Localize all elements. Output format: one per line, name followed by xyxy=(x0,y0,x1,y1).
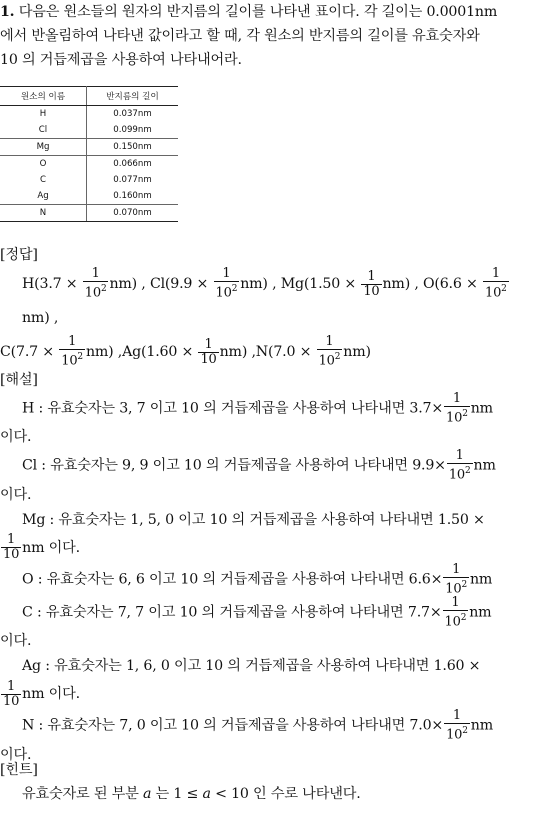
explanation-entry-n: N : 유효숫자는 7, 0 이고 10 의 거듭제곱을 사용하여 나타내면 7.0× $\frac{1}{10^2}$ nm xyxy=(22,708,493,743)
explanation-label: [해설] xyxy=(0,372,38,388)
fraction: $\frac{1}{10^2}$ xyxy=(485,266,507,301)
table-cell-element: Cl xyxy=(0,122,87,139)
fraction: $\frac{1}{10^2}$ xyxy=(84,266,107,301)
fraction: $\frac{1}{10^2}$ xyxy=(318,334,341,369)
table-row xyxy=(0,188,178,205)
table-cell-radius: 0.066nm xyxy=(87,156,179,173)
table-row xyxy=(0,205,178,222)
table-cell-radius: 0.077nm xyxy=(113,175,152,185)
table-cell-element: H xyxy=(0,106,87,123)
explanation-cont: $\frac{1}{10}$ nm 이다. xyxy=(3,678,80,709)
problem-line-1: 다음은 원소들의 원자의 반지름의 길이를 나타낸 표이다. 각 길이는 0.0001nm xyxy=(18,4,498,20)
hint-section xyxy=(0,758,535,806)
table-row xyxy=(0,156,178,173)
table-cell-radius: 0.150nm xyxy=(87,139,179,156)
hint-label: [힌트] xyxy=(0,762,38,778)
answer-section xyxy=(0,243,535,369)
answer-line-1 xyxy=(0,267,535,335)
explanation-section xyxy=(0,368,535,767)
fraction: $\frac{1}{10}$ xyxy=(3,532,20,563)
table-row xyxy=(0,139,178,156)
fraction: $\frac{1}{10^2}$ xyxy=(446,708,468,743)
fraction: $\frac{1}{10}$ xyxy=(363,268,380,299)
answer-item: Cl(9.9 × $\frac{1}{10^2}$ nm) , xyxy=(149,266,281,301)
explanation-entry-h: H : 유효숫자는 3, 7 이고 10 의 거듭제곱을 사용하여 나타내면 3.7× $\frac{1}{10^2}$ nm xyxy=(22,391,493,426)
problem-number: 1. xyxy=(0,4,15,20)
table-cell-radius: 0.037nm xyxy=(113,109,152,119)
table-cell-element: Ag xyxy=(0,188,87,205)
table-row xyxy=(0,172,178,188)
fraction: $\frac{1}{10}$ xyxy=(200,336,217,367)
explanation-entry-o: O : 유효숫자는 6, 6 이고 10 의 거듭제곱을 사용하여 나타내면 6.6× $\frac{1}{10^2}$ nm xyxy=(22,561,493,596)
explanation-entry-mg: Mg : 유효숫자는 1, 5, 0 이고 10 의 거듭제곱을 사용하여 나타내면 1.50 × xyxy=(22,511,485,528)
explanation-cont: 이다. xyxy=(0,633,32,650)
table-row xyxy=(0,106,178,123)
answer-item: O(6.6 × $\frac{1}{10^2}$ nm) , xyxy=(22,266,507,326)
problem-line-3: 10 의 거듭제곱을 사용하여 나타내어라. xyxy=(0,52,242,68)
answer-item: H(3.7 × $\frac{1}{10^2}$ nm) , xyxy=(22,266,150,301)
answer-item: Mg(1.50 × $\frac{1}{10}$ nm) , xyxy=(280,268,423,299)
fraction: $\frac{1}{10^2}$ xyxy=(445,561,467,596)
explanation-cont: 이다. xyxy=(0,746,32,763)
explanation-entry-c: C : 유효숫자는 7, 7 이고 10 의 거듭제곱을 사용하여 나타내면 7.7× $\frac{1}{10^2}$ nm xyxy=(22,594,492,630)
explanation-cont: 이다. xyxy=(0,486,32,503)
fraction: $\frac{1}{10}$ xyxy=(3,678,20,709)
fraction: $\frac{1}{10^2}$ xyxy=(444,594,467,630)
table-cell-element: Mg xyxy=(0,139,87,156)
hint-text: 유효숫자로 된 부분 a 는 1 ≤ a < 10 인 수로 나타낸다. xyxy=(22,786,361,802)
answer-label: [정답] xyxy=(0,247,38,263)
table-cell-element: C xyxy=(0,172,87,188)
explanation-cont: $\frac{1}{10}$ nm 이다. xyxy=(3,532,80,563)
table-cell-element: O xyxy=(0,156,87,173)
table-cell-radius: 0.160nm xyxy=(113,191,152,201)
table-cell-radius: 0.070nm xyxy=(87,205,179,222)
fraction: $\frac{1}{10^2}$ xyxy=(61,334,83,369)
explanation-entry-ag: Ag : 유효숫자는 1, 6, 0 이고 10 의 거듭제곱을 사용하여 나타내면 1.60 × xyxy=(22,658,481,675)
table-row xyxy=(0,122,178,139)
table-cell-element: N xyxy=(0,205,87,222)
answer-item: N(7.0 × $\frac{1}{10^2}$ nm) xyxy=(255,334,371,369)
problem-line-2: 에서 반올림하여 나타낸 값이라고 할 때, 각 원소의 반지름의 길이를 유효숫자와 xyxy=(0,28,480,44)
fraction: $\frac{1}{10^2}$ xyxy=(215,266,238,301)
table-header-name: 원소의 이름 xyxy=(0,87,87,106)
explanation-entry-cl: Cl : 유효숫자는 9, 9 이고 10 의 거듭제곱을 사용하여 나타내면 9.9× $\frac{1}{10^2}$ nm xyxy=(22,448,496,483)
table-header-radius: 반지름의 길이 xyxy=(87,87,179,106)
answer-line-2 xyxy=(0,335,535,369)
table-cell-radius: 0.099nm xyxy=(113,125,152,135)
table-header-row xyxy=(0,87,178,106)
explanation-cont: 이다. xyxy=(0,429,32,446)
answer-item: Ag(1.60 × $\frac{1}{10}$ nm) , xyxy=(122,336,256,367)
element-radius-table xyxy=(0,86,178,222)
fraction: $\frac{1}{10^2}$ xyxy=(448,448,471,483)
problem-statement xyxy=(0,0,535,72)
answer-item: C(7.7 × $\frac{1}{10^2}$ nm) , xyxy=(0,334,123,369)
fraction: $\frac{1}{10^2}$ xyxy=(446,391,468,426)
